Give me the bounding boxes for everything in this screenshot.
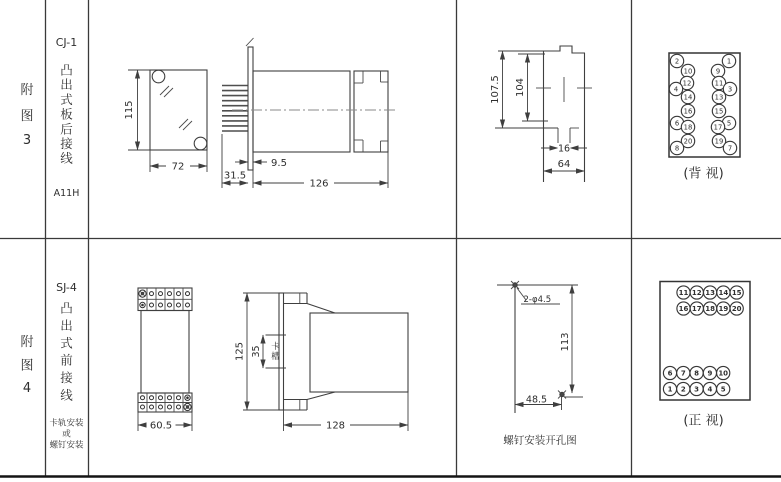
fig4-type-char: 凸 [60, 300, 73, 316]
fig4-dim-length: 128 [325, 420, 346, 432]
terminal-12 [690, 286, 703, 299]
fig4-dim-slot-height: 35 [251, 345, 262, 358]
screw-terminal-large [184, 403, 191, 410]
terminal-16 [681, 104, 694, 117]
fig3-dim-slot: 16 [557, 143, 571, 155]
fig4-dim-horizontal: 48.5 [525, 394, 548, 406]
svg-text:17: 17 [691, 304, 702, 313]
fig3-dim-length: 126 [309, 178, 329, 190]
fig3-label-char-3: 3 [22, 133, 32, 148]
fig3-type-char: 出 [60, 77, 73, 93]
terminal-7 [723, 141, 736, 154]
terminal-9 [711, 64, 724, 77]
terminal-1 [663, 382, 676, 395]
fig4-label-char-3: 4 [22, 381, 32, 396]
svg-text:1: 1 [667, 385, 673, 394]
svg-text:13: 13 [705, 288, 715, 297]
svg-text:14: 14 [718, 288, 729, 297]
fig3-label-char-1: 附 [20, 83, 34, 98]
fig3-type-char: 接 [60, 136, 73, 151]
svg-text:10: 10 [683, 67, 693, 76]
svg-text:15: 15 [714, 107, 724, 116]
fig4-slot-label-char2: 槽 [271, 352, 280, 362]
svg-text:11: 11 [714, 79, 724, 88]
svg-text:6: 6 [667, 369, 673, 378]
terminal-15 [730, 286, 743, 299]
fig3-front-view [124, 70, 207, 172]
fig4-slot-label-char1: 卡 [271, 342, 280, 352]
fig3-type-char: 后 [60, 121, 73, 137]
terminal-10 [717, 366, 730, 379]
fig4-dim-height: 125 [234, 341, 246, 362]
terminal-5 [717, 382, 730, 395]
terminal-14 [717, 286, 730, 299]
terminal-8 [670, 141, 683, 154]
fig3-panel-caption: (背 视) [683, 166, 724, 182]
terminal-4 [703, 382, 716, 395]
fig3-dim-width: 64 [557, 159, 571, 170]
screw-terminal-small [140, 302, 145, 307]
terminal-17 [690, 302, 703, 315]
screw-terminal-small [185, 395, 190, 400]
fig3-label-char-2: 图 [20, 109, 34, 124]
fig3-type-char: 板 [60, 106, 73, 122]
fig4-row-label [20, 335, 33, 396]
fig4-mount-note-line1: 卡轨安装 [49, 418, 84, 429]
svg-text:7: 7 [680, 369, 686, 378]
fig4-label-char-2: 图 [20, 358, 34, 374]
fig4-label-char-1: 附 [20, 335, 34, 350]
fig4-type-char: 前 [60, 352, 73, 368]
fig3-dim-inner-height: 104 [515, 77, 526, 98]
terminal-13 [704, 286, 717, 299]
fig4-drill-view [497, 281, 583, 447]
svg-text:13: 13 [714, 93, 724, 102]
svg-text:19: 19 [718, 304, 729, 313]
svg-text:2: 2 [674, 57, 680, 66]
terminal-11 [677, 286, 690, 299]
fig3-dim-rear: 31.5 [223, 170, 247, 182]
svg-text:20: 20 [731, 304, 742, 313]
fig3-cutout-view [490, 46, 592, 182]
fig3-dim-width: 72 [171, 161, 185, 173]
fig3-back-panel [669, 53, 740, 182]
fig4-panel-caption: (正 视) [683, 413, 724, 429]
svg-text:6: 6 [674, 119, 680, 128]
fig4-front-panel [660, 282, 750, 429]
svg-text:11: 11 [678, 288, 689, 297]
fig3-side-view [222, 38, 396, 189]
svg-text:12: 12 [682, 79, 692, 88]
fig3-code: A11H [53, 188, 80, 199]
terminal-17 [711, 120, 724, 133]
fig3-row-label [20, 83, 33, 148]
terminal-2 [677, 382, 690, 395]
fig4-holes-label: 2-φ4.5 [523, 295, 552, 305]
svg-text:19: 19 [714, 137, 724, 146]
fig4-type-char: 出 [60, 317, 73, 333]
svg-text:4: 4 [673, 85, 679, 94]
svg-text:5: 5 [726, 119, 732, 128]
fig4-type-char: 式 [60, 335, 73, 351]
svg-text:12: 12 [691, 288, 702, 297]
terminal-18 [704, 302, 717, 315]
svg-text:1: 1 [726, 57, 732, 66]
svg-text:14: 14 [683, 93, 693, 102]
svg-text:9: 9 [715, 67, 721, 76]
svg-text:7: 7 [727, 144, 733, 153]
terminal-4 [669, 82, 682, 95]
terminal-13 [712, 90, 725, 103]
fig4-mount-note-line3: 螺钉安装 [49, 440, 84, 451]
fig3-description [54, 36, 80, 199]
fig3-dim-height: 115 [124, 100, 135, 120]
terminal-18 [681, 120, 694, 133]
fig3-dim-gap: 9.5 [271, 157, 287, 169]
svg-text:10: 10 [718, 369, 729, 378]
svg-text:8: 8 [674, 144, 680, 153]
terminal-2 [670, 54, 683, 67]
svg-text:15: 15 [731, 288, 742, 297]
fig4-description [49, 281, 84, 451]
svg-text:9: 9 [707, 369, 713, 378]
svg-text:18: 18 [705, 304, 715, 313]
svg-text:5: 5 [720, 385, 726, 394]
terminal-1 [722, 54, 735, 67]
svg-text:4: 4 [707, 385, 713, 394]
fig4-model: SJ-4 [56, 281, 77, 294]
fig4-side-view [235, 293, 409, 431]
svg-text:20: 20 [683, 137, 693, 146]
terminal-10 [681, 64, 694, 77]
terminal-16 [677, 302, 690, 315]
fig4-dim-vertical: 113 [560, 332, 571, 352]
svg-text:3: 3 [694, 385, 700, 394]
svg-text:8: 8 [694, 369, 700, 378]
fig4-mount-note-line2: 或 [62, 429, 71, 440]
screw-terminal-large [139, 290, 146, 297]
svg-text:18: 18 [683, 123, 693, 132]
svg-text:16: 16 [683, 107, 693, 116]
svg-text:17: 17 [713, 123, 723, 132]
terminal-7 [677, 366, 690, 379]
fig4-drill-caption: 螺钉安装开孔图 [503, 434, 577, 447]
fig3-type-char: 凸 [60, 62, 73, 78]
terminal-20 [730, 302, 743, 315]
terminal-3 [690, 382, 703, 395]
terminal-9 [703, 366, 716, 379]
fig3-type-char: 线 [60, 150, 73, 166]
terminal-6 [663, 366, 676, 379]
fig4-dim-width: 60.5 [149, 420, 173, 432]
svg-text:16: 16 [678, 304, 689, 313]
fig3-type-char: 式 [60, 91, 73, 107]
fig4-row [20, 281, 750, 451]
svg-text:2: 2 [680, 385, 686, 394]
fig4-type-char: 接 [60, 370, 73, 386]
terminal-19 [717, 302, 730, 315]
fig4-front-view [138, 288, 192, 431]
svg-text:3: 3 [727, 85, 733, 94]
terminal-14 [681, 90, 694, 103]
fig3-model: CJ-1 [55, 36, 78, 49]
fig3-dim-outer-height: 107.5 [490, 75, 501, 104]
terminal-8 [690, 366, 703, 379]
terminal-15 [712, 104, 725, 117]
fig4-type-char: 线 [60, 387, 73, 403]
